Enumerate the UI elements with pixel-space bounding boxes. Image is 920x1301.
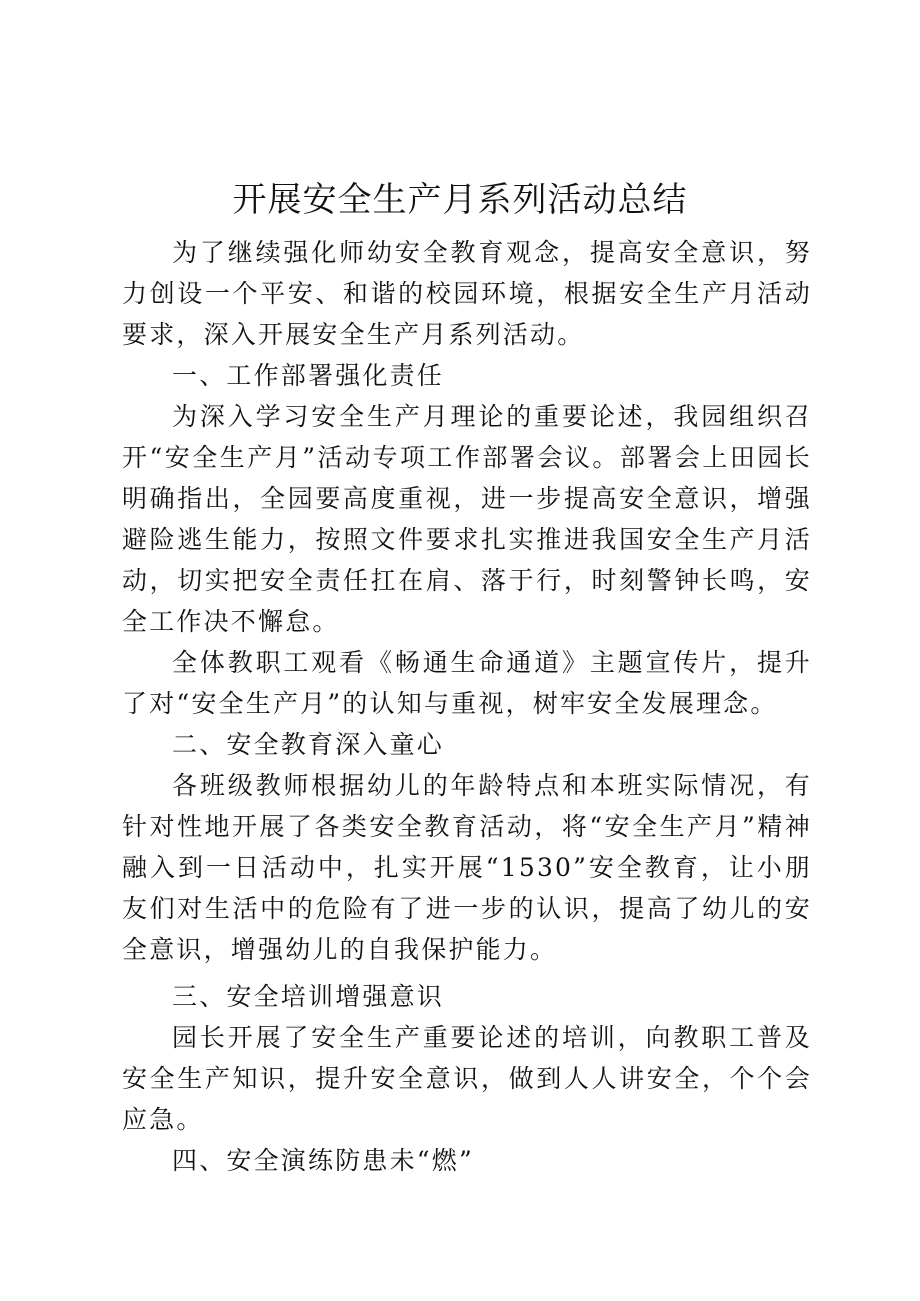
section-3-paragraph-1: 园长开展了安全生产重要论述的培训，向教职工普及安全生产知识，提升安全意识，做到人人讲安全，个个会应急。 — [122, 1023, 812, 1134]
document-body — [122, 232, 812, 1181]
intro-paragraph: 为了继续强化师幼安全教育观念，提高安全意识，努力创设一个平安、和谐的校园环境，根据安全生产月活动要求，深入开展安全生产月系列活动。 — [122, 238, 812, 349]
section-heading-3: 三、安全培训增强意识 — [172, 982, 445, 1011]
section-1-paragraph-1: 为深入学习安全生产月理论的重要论述，我园组织召开“安全生产月”活动专项工作部署会议。部署会上田园长明确指出，全园要高度重视，进一步提高安全意识，增强避险逃生能力，按照文件要求扎实推进我国安全生产月活动，切实把安全责任扛在肩、落于行，时刻警钟长鸣，安全工作决不懈怠。 — [122, 402, 812, 636]
section-heading-1: 一、工作部署强化责任 — [172, 361, 445, 390]
section-heading-2: 二、安全教育深入童心 — [172, 730, 445, 759]
section-2-paragraph-1: 各班级教师根据幼儿的年龄特点和本班实际情况，有针对性地开展了各类安全教育活动，将“安全生产月”精神融入到一日活动中，扎实开展“1530”安全教育，让小朋友们对生活中的危险有了进一步的认识，提高了幼儿的安全意识，增强幼儿的自我保护能力。 — [122, 771, 812, 964]
document-title: 开展安全生产月系列活动总结 — [232, 180, 688, 220]
section-1-paragraph-2: 全体教职工观看《畅通生命通道》主题宣传片，提升了对“安全生产月”的认知与重视，树牢安全发展理念。 — [122, 648, 812, 718]
section-heading-4: 四、安全演练防患未“燃” — [172, 1146, 474, 1175]
